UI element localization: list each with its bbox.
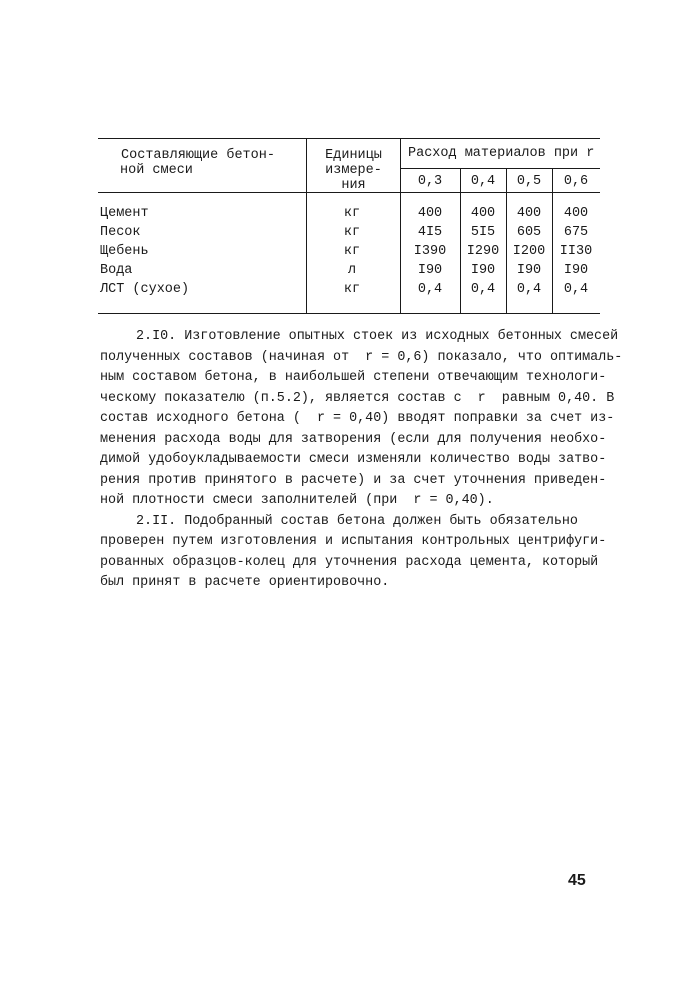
paragraph-2-10 (100, 327, 623, 512)
paragraph-2-11 (100, 512, 620, 594)
text-line: проверен путем изготовления и испытания контрольных центрифуги- (100, 534, 607, 549)
table-bottom-rule (98, 313, 600, 314)
text-line: ным составом бетона, в наибольшей степени отвечающим технологи- (100, 370, 607, 385)
text-line: был принят в расчете ориентировочно. (100, 575, 390, 590)
header-units (307, 148, 400, 193)
row-value: 605 (516, 225, 542, 240)
materials-table (98, 138, 600, 314)
row-value: I90 (516, 263, 542, 278)
header-component-line1: Составляющие бетон- (121, 148, 275, 163)
row-unit: кг (343, 225, 361, 240)
row-component-name: Цемент (100, 206, 149, 221)
row-unit: кг (343, 244, 361, 259)
row-value: I90 (417, 263, 443, 278)
text-line: менения расхода воды для затворения (если для получения необхо- (100, 431, 607, 447)
row-value: I290 (466, 244, 500, 259)
row-unit: л (347, 263, 357, 278)
header-r-value: 0,5 (516, 174, 542, 189)
row-value: 400 (563, 206, 589, 221)
text-line: 2.I0. Изготовление опытных стоек из исходных бетонных смесей (136, 329, 619, 344)
text-line: ной плотности смеси заполнителей (при r = 0,40). (100, 493, 494, 508)
table-subheader-rule (400, 168, 600, 169)
row-value: I90 (563, 263, 589, 278)
row-value: 0,4 (516, 282, 542, 297)
row-component-name: Щебень (100, 244, 149, 259)
header-r-value: 0,6 (563, 174, 589, 189)
row-value: 5I5 (470, 225, 496, 240)
header-component (98, 148, 298, 178)
text-line: полученных составов (начиная от r = 0,6) показало, что оптималь- (100, 349, 623, 365)
row-value: I200 (512, 244, 546, 259)
header-r-value: 0,3 (417, 174, 443, 189)
row-value: 675 (563, 225, 589, 240)
text-line: 2.II. Подобранный состав бетона должен быть обязательно (136, 513, 578, 529)
table-top-rule (98, 138, 600, 139)
text-line: рованных образцов-колец для уточнения расхода цемента, который (100, 554, 599, 570)
row-value: 400 (417, 206, 443, 221)
body-text (100, 327, 623, 594)
header-r-value: 0,4 (470, 174, 496, 189)
row-value: II30 (559, 244, 593, 259)
header-units-line1: Единицы (325, 148, 382, 163)
row-value: 0,4 (563, 282, 589, 297)
row-component-name: ЛСТ (сухое) (100, 282, 190, 297)
row-unit: кг (343, 282, 361, 297)
row-value: 400 (516, 206, 542, 221)
row-component-name: Вода (100, 263, 133, 278)
text-line: рения против принятого в расчете) и за счет уточнения приведен- (100, 472, 607, 488)
row-value: 0,4 (470, 282, 496, 297)
row-value: 0,4 (417, 282, 443, 297)
header-consumption: Расход материалов при r (408, 146, 595, 161)
row-value: I390 (413, 244, 447, 259)
table-col-divider-consumption (400, 138, 401, 314)
header-component-line2: ной смеси (120, 163, 193, 178)
text-line: димой удобоукладываемости смеси изменяли количество воды затво- (100, 452, 607, 467)
row-value: 400 (470, 206, 496, 221)
row-component-name: Песок (100, 225, 141, 240)
header-units-line2: измере- (325, 163, 382, 178)
text-line: состав исходного бетона ( r = 0,40) вводят поправки за счет из- (100, 411, 615, 426)
page-number: 45 (568, 872, 586, 889)
text-line: ческому показателю (п.5.2), является состав с r равным 0,40. В (100, 390, 615, 406)
header-units-line3: ния (341, 178, 366, 193)
row-value: I90 (470, 263, 496, 278)
row-unit: кг (343, 206, 361, 221)
row-value: 4I5 (417, 225, 443, 240)
